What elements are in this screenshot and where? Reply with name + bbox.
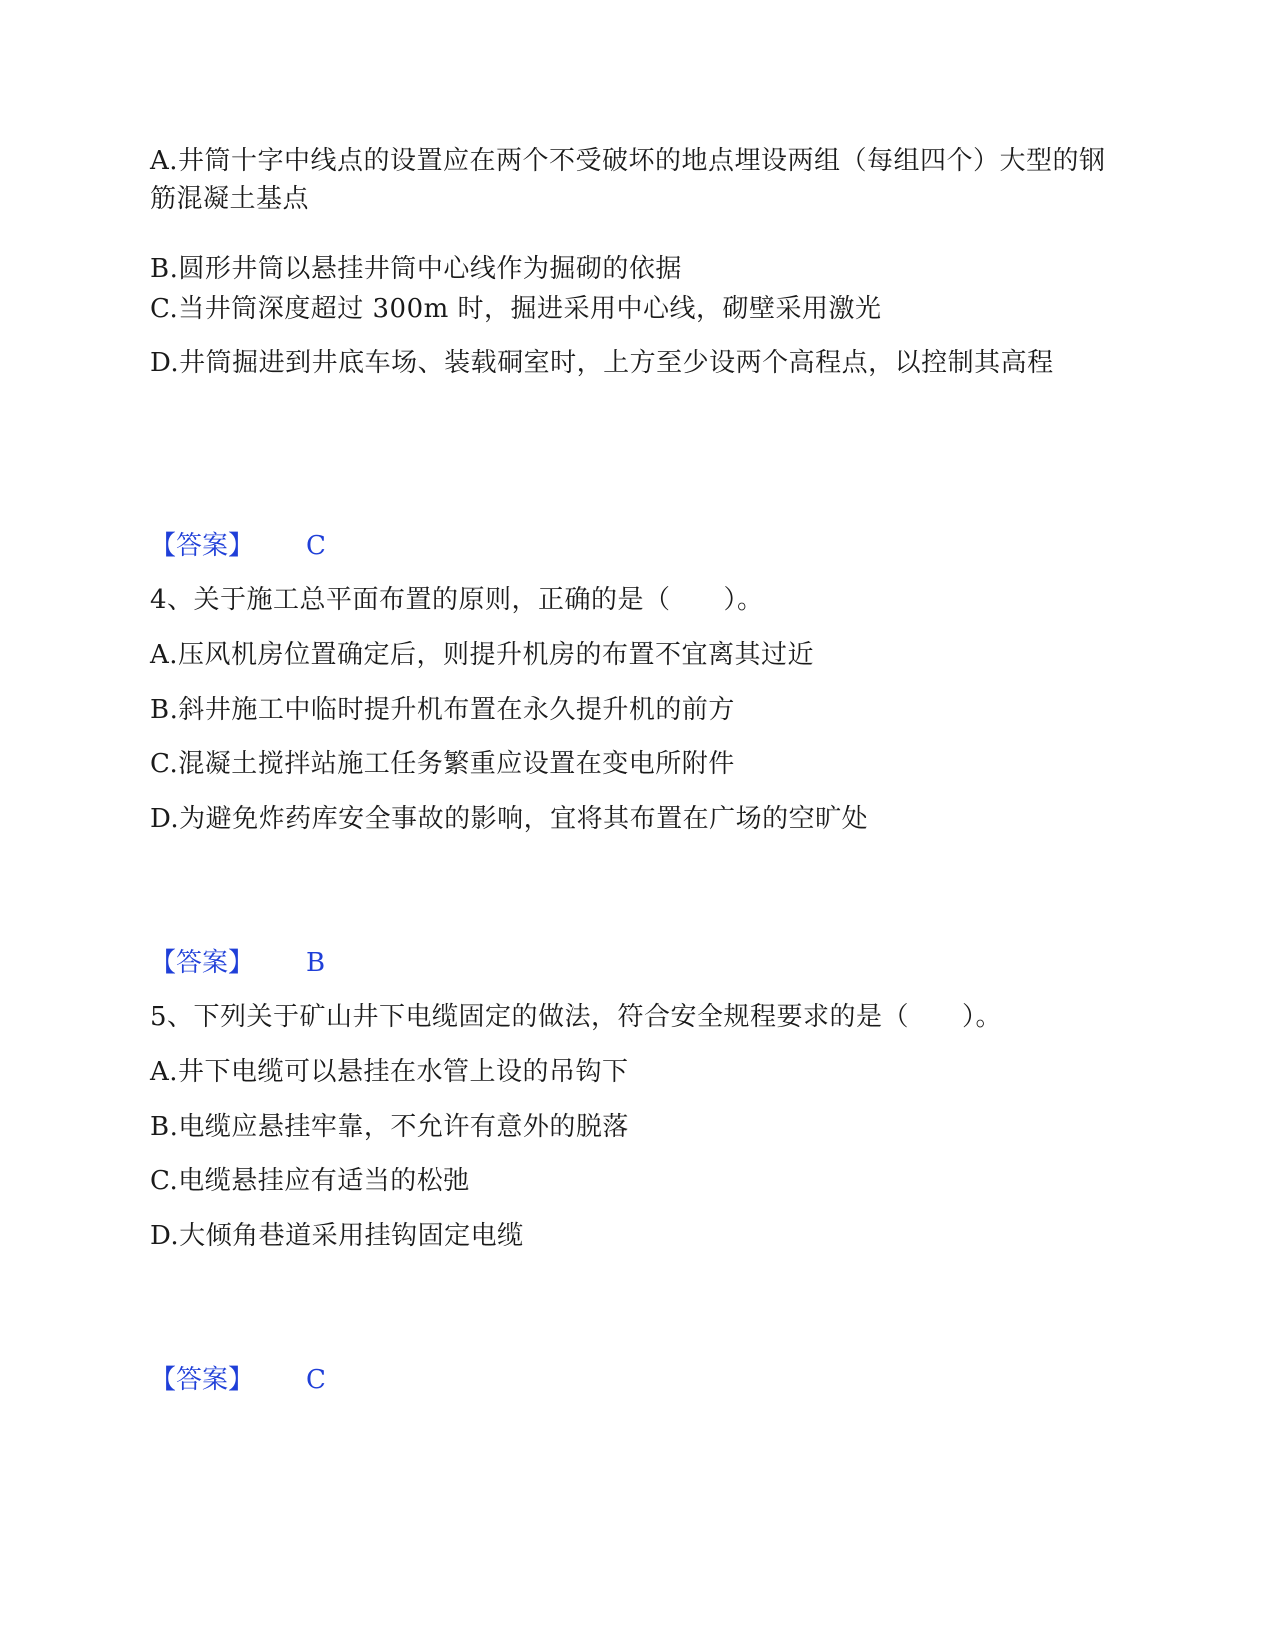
q5-option-c: C.电缆悬挂应有适当的松弛 [150,1166,470,1196]
answer-value: C [306,531,326,561]
q5-answer-line [150,1361,326,1399]
answer-label: 【答案】 [150,531,255,561]
q5-option-d: D.大倾角巷道采用挂钩固定电缆 [150,1221,524,1251]
q4-option-d: D.为避免炸药库安全事故的影响，宜将其布置在广场的空旷处 [150,804,869,834]
q4-answer-line [150,944,325,982]
q4-option-b: B.斜井施工中临时提升机布置在永久提升机的前方 [150,695,735,725]
answer-label: 【答案】 [150,948,255,978]
question-4-stem: 4、关于施工总平面布置的原则，正确的是（ ）。 [150,585,764,615]
q5-option-b: B.电缆应悬挂牢靠，不允许有意外的脱落 [150,1112,629,1142]
q4-option-c: C.混凝土搅拌站施工任务繁重应设置在变电所附件 [150,749,735,779]
option-a: A.井筒十字中线点的设置应在两个不受破坏的地点埋设两组（每组四个）大型的钢筋混凝土基点 [150,146,1106,214]
q4-option-a: A.压风机房位置确定后，则提升机房的布置不宜离其过近 [150,640,815,670]
question-5-stem: 5、下列关于矿山井下电缆固定的做法，符合安全规程要求的是（ ）。 [150,1002,1003,1032]
answer-value: C [306,1365,326,1395]
q5-option-a: A.井下电缆可以悬挂在水管上设的吊钩下 [150,1057,629,1087]
option-b: B.圆形井筒以悬挂井筒中心线作为掘砌的依据 [150,254,682,284]
answer-line [150,527,326,565]
answer-value: B [306,948,326,978]
option-c: C.当井筒深度超过 300m 时，掘进采用中心线，砌壁采用激光 [150,294,882,324]
option-d: D.井筒掘进到井底车场、装载硐室时，上方至少设两个高程点，以控制其高程 [150,348,1054,378]
answer-label: 【答案】 [150,1365,255,1395]
